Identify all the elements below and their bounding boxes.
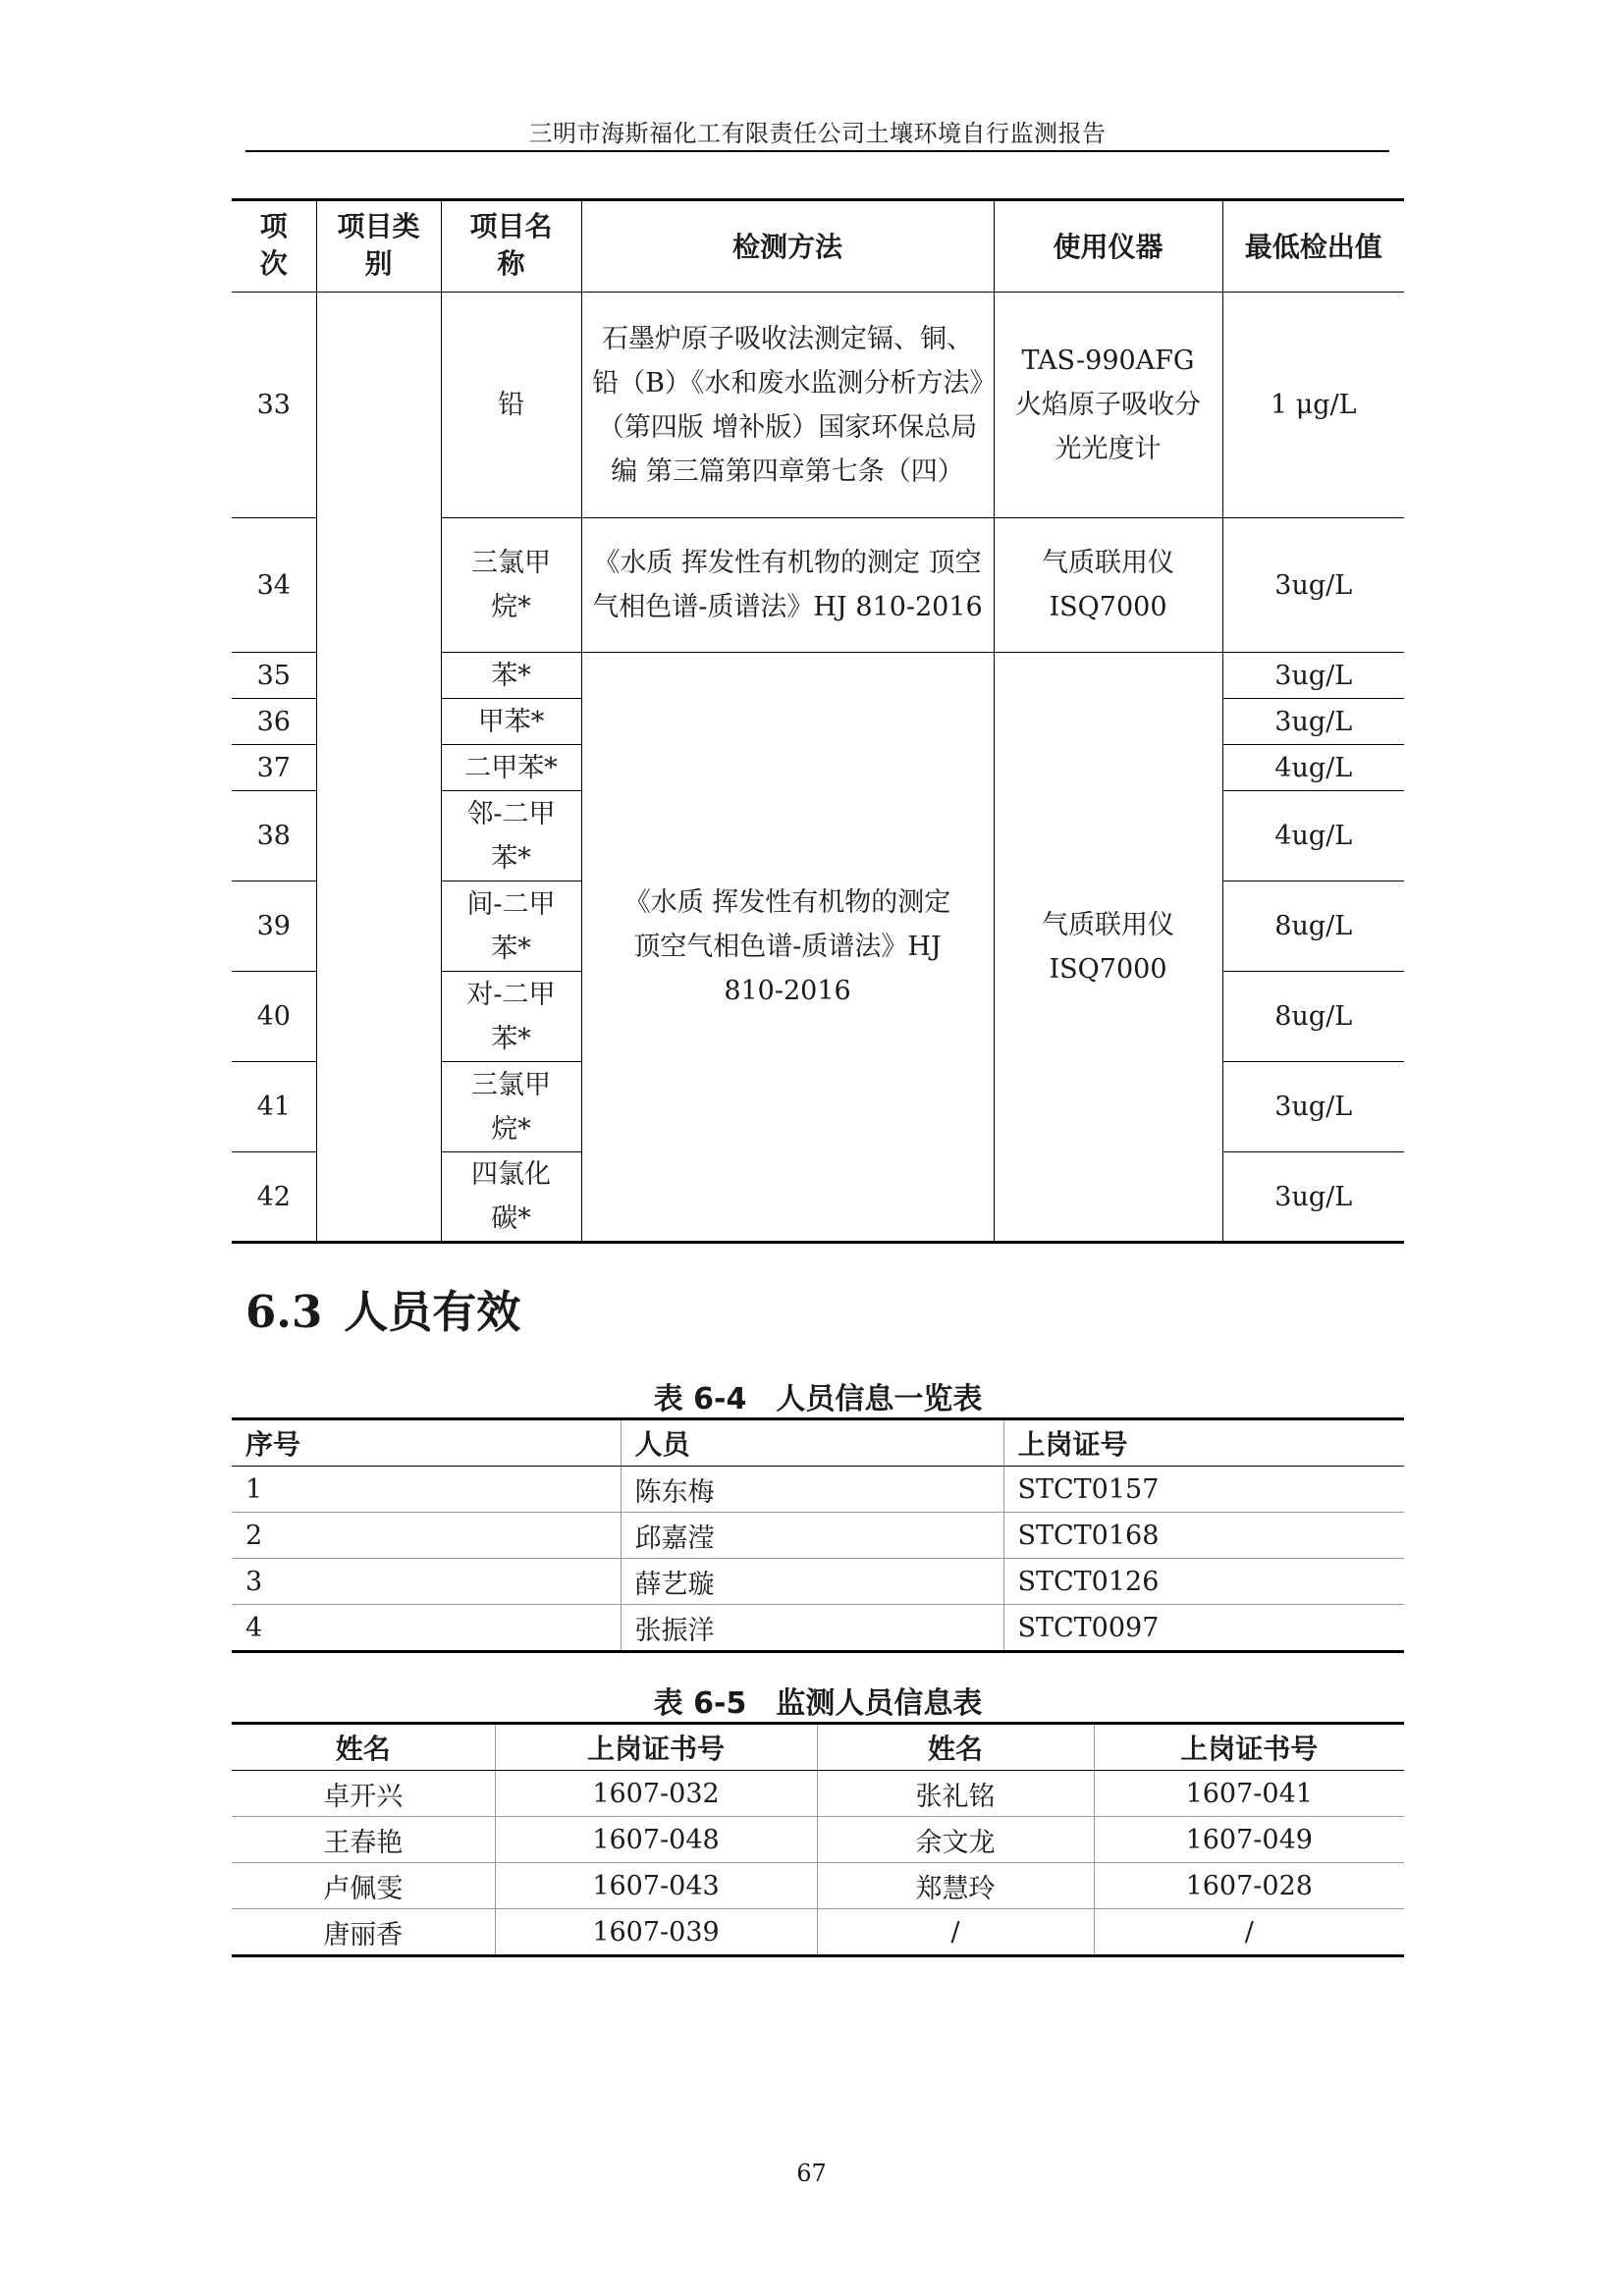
cell-seq: 3 [232, 1559, 621, 1605]
table-row [232, 1467, 1404, 1513]
cell-seq: 1 [232, 1467, 621, 1513]
table-row [232, 1817, 1404, 1863]
cell-cert: STCT0097 [1003, 1605, 1404, 1652]
cell-name-2: 余文龙 [817, 1817, 1094, 1863]
cell-name: 三氯甲烷* [441, 1062, 581, 1152]
cell-name: 间-二甲苯* [441, 881, 581, 972]
cell-limit: 8ug/L [1222, 972, 1404, 1062]
cell-name: 唐丽香 [232, 1909, 495, 1956]
cell-name: 对-二甲苯* [441, 972, 581, 1062]
section-title-text: 人员有效 [344, 1286, 521, 1338]
cell-cert: STCT0168 [1003, 1513, 1404, 1559]
cell-no: 37 [232, 745, 316, 791]
cell-instrument: 气质联用仪 ISQ7000 [994, 518, 1222, 653]
cell-cert-no-2: 1607-049 [1094, 1817, 1404, 1863]
cell-limit: 3ug/L [1222, 1152, 1404, 1243]
cell-method: 石墨炉原子吸收法测定镉、铜、铅（B）《水和废水监测分析方法》（第四版 增补版）国家环保总局编 第三篇第四章第七条（四） [581, 293, 994, 518]
cell-no: 39 [232, 881, 316, 972]
personnel-table [232, 1417, 1404, 1653]
cell-name: 甲苯* [441, 699, 581, 745]
header-item-name: 项目名 称 [441, 200, 581, 293]
cell-no: 38 [232, 791, 316, 881]
cell-name: 二甲苯* [441, 745, 581, 791]
cell-name-2: 郑慧玲 [817, 1863, 1094, 1909]
cell-name: 铅 [441, 293, 581, 518]
cell-limit: 4ug/L [1222, 745, 1404, 791]
header-item-no: 项 次 [232, 200, 316, 293]
cell-no: 42 [232, 1152, 316, 1243]
cell-limit: 3ug/L [1222, 518, 1404, 653]
cell-person: 张振洋 [621, 1605, 1003, 1652]
cell-cert-no: 1607-032 [495, 1771, 817, 1817]
table-row [232, 1863, 1404, 1909]
cell-cert-no: 1607-039 [495, 1909, 817, 1956]
table-row [232, 1559, 1404, 1605]
header-name-2: 姓名 [817, 1724, 1094, 1771]
cell-no: 35 [232, 653, 316, 699]
cell-no: 36 [232, 699, 316, 745]
header-cert-no-2: 上岗证书号 [1094, 1724, 1404, 1771]
monitoring-personnel-table [232, 1722, 1404, 1957]
cell-limit: 3ug/L [1222, 699, 1404, 745]
header-cert: 上岗证号 [1003, 1419, 1404, 1467]
table-row [232, 293, 1404, 518]
header-rule [245, 150, 1389, 152]
cell-person: 邱嘉滢 [621, 1513, 1003, 1559]
cell-name-2: 张礼铭 [817, 1771, 1094, 1817]
cell-shared-method: 《水质 挥发性有机物的测定 顶空气相色谱-质谱法》HJ 810-2016 [581, 653, 994, 1243]
cell-person: 薛艺璇 [621, 1559, 1003, 1605]
section-number: 6.3 [245, 1286, 323, 1338]
cell-cert-no-2: 1607-028 [1094, 1863, 1404, 1909]
cell-name: 邻-二甲苯* [441, 791, 581, 881]
header-item-category: 项目类 别 [316, 200, 441, 293]
cell-name: 苯* [441, 653, 581, 699]
cell-name-2: / [817, 1909, 1094, 1956]
cell-no: 33 [232, 293, 316, 518]
cell-cert-no: 1607-048 [495, 1817, 817, 1863]
cell-shared-instrument: 气质联用仪 ISQ7000 [994, 653, 1222, 1243]
page-header: 三明市海斯福化工有限责任公司土壤环境自行监测报告 [528, 120, 1107, 147]
cell-method: 《水质 挥发性有机物的测定 顶空气相色谱-质谱法》HJ 810-2016 [581, 518, 994, 653]
cell-limit: 3ug/L [1222, 1062, 1404, 1152]
cell-no: 41 [232, 1062, 316, 1152]
cell-name: 三氯甲烷* [441, 518, 581, 653]
header-person: 人员 [621, 1419, 1003, 1467]
table-caption-6-4: 表 6-4 人员信息一览表 [653, 1382, 983, 1416]
table-caption-6-5: 表 6-5 监测人员信息表 [653, 1686, 983, 1721]
cell-name: 卓开兴 [232, 1771, 495, 1817]
header-instrument: 使用仪器 [994, 200, 1222, 293]
cell-cert-no-2: / [1094, 1909, 1404, 1956]
section-heading [245, 1276, 520, 1340]
table-row [232, 1909, 1404, 1956]
cell-seq: 2 [232, 1513, 621, 1559]
cell-name: 卢佩雯 [232, 1863, 495, 1909]
cell-limit: 8ug/L [1222, 881, 1404, 972]
cell-no: 40 [232, 972, 316, 1062]
cell-instrument: TAS-990AFG 火焰原子吸收分光光度计 [994, 293, 1222, 518]
header-seq: 序号 [232, 1419, 621, 1467]
cell-cert: STCT0157 [1003, 1467, 1404, 1513]
cell-cert-no: 1607-043 [495, 1863, 817, 1909]
page-number: 67 [796, 2160, 827, 2187]
table-row [232, 1605, 1404, 1652]
table-row [232, 1513, 1404, 1559]
cell-cert-no-2: 1607-041 [1094, 1771, 1404, 1817]
cell-cert: STCT0126 [1003, 1559, 1404, 1605]
header-cert-no: 上岗证书号 [495, 1724, 817, 1771]
cell-category [316, 293, 441, 1243]
cell-person: 陈东梅 [621, 1467, 1003, 1513]
header-limit: 最低检出值 [1222, 200, 1404, 293]
detection-method-table [232, 198, 1404, 1244]
cell-name: 四氯化碳* [441, 1152, 581, 1243]
cell-limit: 4ug/L [1222, 791, 1404, 881]
header-name: 姓名 [232, 1724, 495, 1771]
cell-seq: 4 [232, 1605, 621, 1652]
cell-limit: 3ug/L [1222, 653, 1404, 699]
cell-name: 王春艳 [232, 1817, 495, 1863]
cell-no: 34 [232, 518, 316, 653]
header-method: 检测方法 [581, 200, 994, 293]
table-row [232, 1771, 1404, 1817]
cell-limit: 1 μg/L [1222, 293, 1404, 518]
